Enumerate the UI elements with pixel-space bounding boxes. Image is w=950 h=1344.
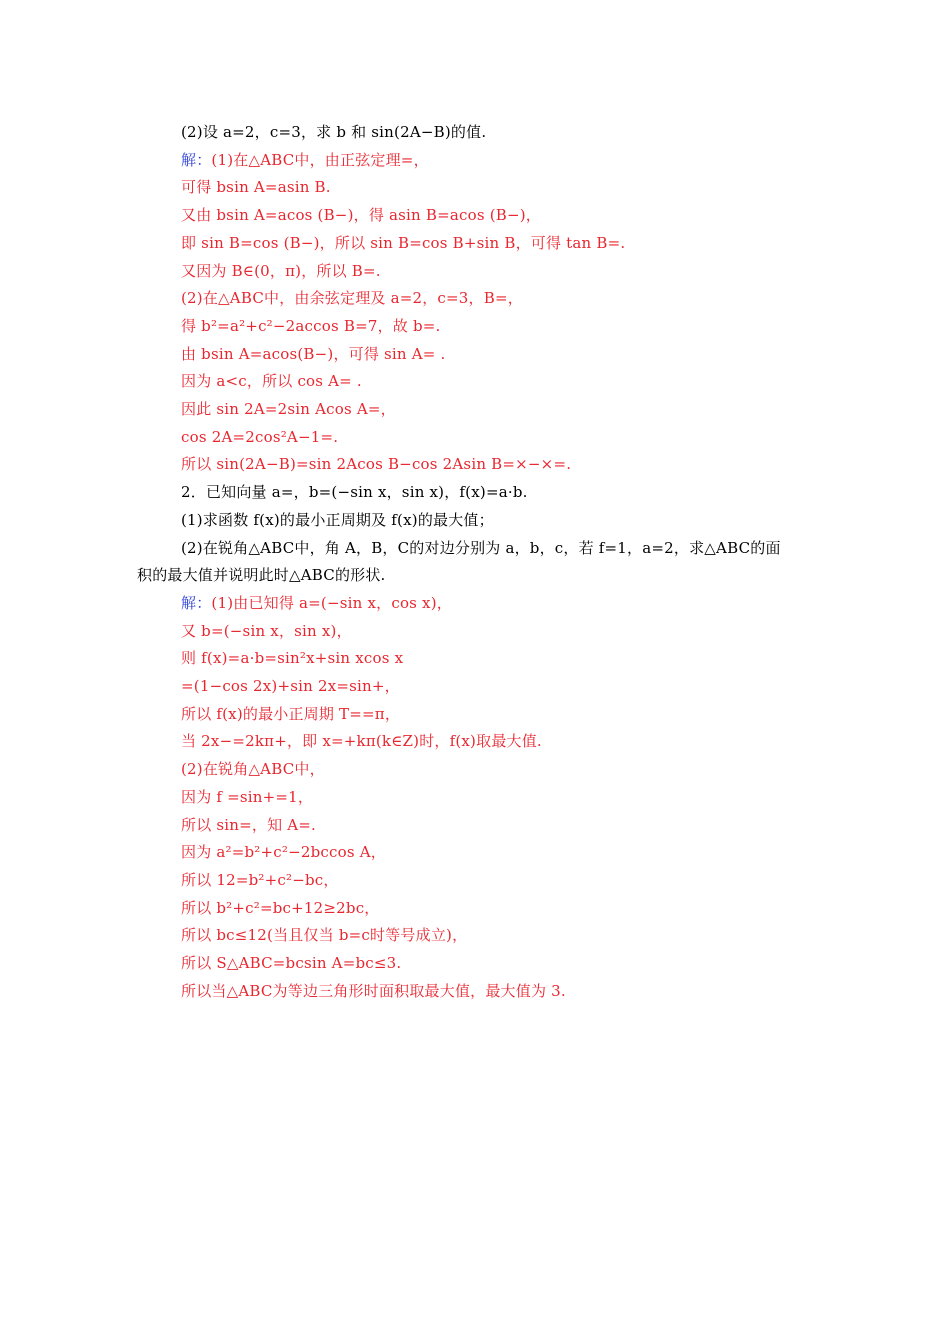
line-text: =(1−cos 2x)+sin 2x=sin+， (181, 677, 400, 695)
answer-line (181, 371, 362, 391)
answer-line (181, 177, 331, 197)
line-text: 所以 12=b²+c²−bc， (181, 870, 339, 889)
line-text: 积的最大值并说明此时△ABC的形状. (137, 566, 386, 585)
line-text: 可得 bsin A=asin B. (181, 178, 331, 197)
line-text: (1)在△ABC中，由正弦定理=， (211, 150, 429, 169)
answer-line (181, 454, 571, 474)
line-text: 得 b²=a²+c²−2accos B=7，故 b=. (181, 316, 441, 335)
answer-line (181, 731, 542, 751)
answer-line (181, 759, 325, 779)
line-text: 所以当△ABC为等边三角形时面积取最大值，最大值为 3. (181, 981, 566, 1000)
answer-line (181, 593, 452, 613)
answer-line (181, 261, 381, 281)
line-text: (1)求函数 f(x)的最小正周期及 f(x)的最大值； (181, 510, 494, 529)
line-text: (2)在锐角△ABC中，角 A，B，C的对边分别为 a，b，c，若 f=1，a=2，求△ABC的面 (181, 538, 781, 557)
line-text: 由 bsin A=acos(B−)，可得 sin A= . (181, 344, 446, 363)
line-text: 所以 bc≤12(当且仅当 b=c时等号成立)， (181, 926, 468, 945)
answer-line (181, 870, 339, 890)
answer-line (181, 344, 446, 364)
answer-line (181, 704, 400, 724)
answer-line (181, 205, 541, 225)
line-text: 所以 b²+c²=bc+12≥2bc， (181, 898, 380, 917)
question-line (181, 122, 486, 142)
line-text: cos 2A=2cos²A−1=. (181, 427, 339, 446)
line-text: 又因为 B∈(0，π)，所以 B=. (181, 261, 381, 280)
line-text: 则 f(x)=a·b=sin²x+sin xcos x (181, 649, 404, 668)
answer-line (181, 648, 403, 668)
line-text: 2．已知向量 a=，b=(−sin x，sin x)，f(x)=a·b. (181, 483, 528, 502)
line-text: (2)在△ABC中，由余弦定理及 a=2，c=3，B=， (181, 289, 523, 308)
line-text: 所以 f(x)的最小正周期 T==π， (181, 704, 401, 723)
question-line (181, 510, 494, 530)
question-line (181, 482, 528, 502)
line-text: 又 b=(−sin x，sin x)， (181, 621, 352, 640)
answer-line (181, 815, 316, 835)
line-text: (2)在锐角△ABC中， (181, 760, 325, 779)
question-line (137, 565, 386, 585)
answer-line (181, 981, 566, 1001)
question-line (181, 538, 781, 558)
line-text: 又由 bsin A=acos (B−)，得 asin B=acos (B−)， (181, 206, 541, 225)
answer-line (181, 621, 352, 641)
line-text: 当 2x−=2kπ+，即 x=+kπ(k∈Z)时，f(x)取最大值. (181, 732, 542, 751)
answer-line (181, 150, 429, 170)
line-text: 因此 sin 2A=2sin Acos A=， (181, 400, 396, 418)
line-text: 因为 a²=b²+c²−2bccos A， (181, 843, 386, 862)
line-text: (2)设 a=2，c=3，求 b 和 sin(2A−B)的值. (181, 123, 487, 141)
line-text: 即 sin B=cos (B−)，所以 sin B=cos B+sin B，可得 tan B=. (181, 233, 626, 252)
answer-line (181, 953, 401, 973)
solution-label: 解： (181, 593, 212, 612)
solution-label: 解： (181, 150, 212, 169)
answer-line (181, 676, 400, 696)
answer-line (181, 233, 625, 253)
line-text: 所以 sin(2A−B)=sin 2Acos B−cos 2Asin B=×−×=. (181, 455, 572, 474)
answer-line (181, 316, 441, 336)
line-text: (1)由已知得 a=(−sin x，cos x)， (211, 593, 452, 612)
line-text: 因为 a<c，所以 cos A= . (181, 372, 362, 391)
line-text: 所以 sin=，知 A=. (181, 815, 317, 834)
answer-line (181, 288, 523, 308)
answer-line (181, 898, 380, 918)
line-text: 所以 S△ABC=bcsin A=bc≤3. (181, 954, 402, 972)
answer-line (181, 427, 338, 447)
answer-line (181, 925, 467, 945)
answer-line (181, 787, 313, 807)
answer-line (181, 399, 396, 419)
answer-line (181, 842, 386, 862)
line-text: 因为 f =sin+=1， (181, 787, 314, 806)
